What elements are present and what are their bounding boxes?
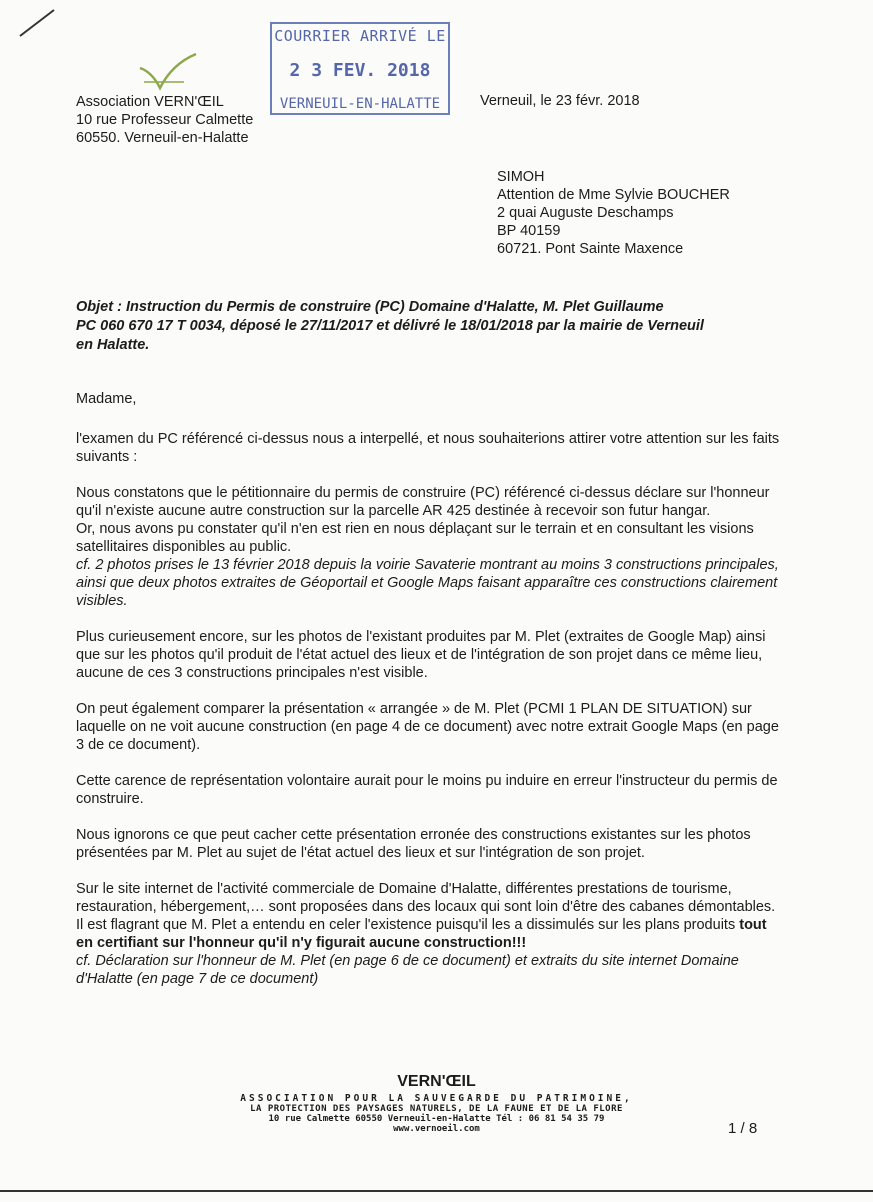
subject-line-2: PC 060 670 17 T 0034, déposé le 27/11/2017 et délivré le 18/01/2018 par la mairie de Verneuil	[76, 318, 704, 334]
recipient-city: 60721. Pont Sainte Maxence	[497, 241, 684, 257]
recipient-bp: BP 40159	[497, 223, 561, 239]
stamp-line-3: VERNEUIL-EN-HALATTE	[279, 96, 441, 112]
paragraph-5: Cette carence de représentation volontaire aurait pour le moins pu induire en erreur l'instructeur du permis de construire.	[76, 773, 778, 807]
footer-org-full-2: LA PROTECTION DES PAYSAGES NATURELS, DE LA FAUNE ET DE LA FLORE	[250, 1104, 623, 1114]
paragraph-7c-reference: cf. Déclaration sur l'honneur de M. Plet (en page 6 de ce document) et extraits du site internet Domaine d'Halatte (en page 7 de ce document)	[76, 953, 739, 987]
paragraph-7b-emphasis: tout en certifiant sur l'honneur qu'il n'y figurait aucune construction!!!	[76, 917, 767, 951]
paragraph-2a: Nous constatons que le pétitionnaire du permis de construire (PC) référencé ci-dessus déclare sur l'honneur qu'il n'existe aucune autre construction sur la parcelle AR 425 destinée à recevoir son futur hangar.	[76, 485, 770, 519]
letter-subject	[76, 298, 796, 355]
sender-address	[76, 93, 253, 147]
pen-stroke-icon	[18, 6, 58, 40]
recipient-attention: Attention de Mme Sylvie BOUCHER	[497, 187, 730, 203]
page-number: 1 / 8	[728, 1120, 758, 1137]
recipient-company: SIMOH	[497, 169, 545, 185]
footer-org-full-1: ASSOCIATION POUR LA SAUVEGARDE DU PATRIMOINE,	[240, 1093, 633, 1104]
checkmark-logo-icon	[138, 52, 198, 92]
stamp-line-1: COURRIER ARRIVÉ LE	[274, 27, 446, 45]
paragraph-2b: Or, nous avons pu constater qu'il n'en est rien en nous déplaçant sur le terrain et en consultant les visions satellitaires disponibles au public.	[76, 521, 754, 555]
paragraph-3: Plus curieusement encore, sur les photos de l'existant produites par M. Plet (extraites de Google Map) ainsi que sur les photos qu'il produit de l'état actuel des lieux et de l'intégration de son projet dans ce même lieu, aucune de ces 3 constructions principales n'est visible.	[76, 629, 766, 681]
subject-line-3: en Halatte.	[76, 337, 150, 353]
paragraph-1: l'examen du PC référencé ci-dessus nous a interpellé, et nous souhaiterions attirer votre attention sur les faits suivants :	[76, 431, 780, 465]
footer-address: 10 rue Calmette 60550 Verneuil-en-Halatte Tél : 06 81 54 35 79	[268, 1114, 605, 1124]
letter-date: Verneuil, le 23 févr. 2018	[480, 93, 640, 109]
paragraph-7	[76, 880, 786, 952]
stamp-date: 2 3 FEV. 2018	[289, 60, 431, 81]
sender-street: 10 rue Professeur Calmette	[76, 112, 254, 128]
salutation: Madame,	[76, 391, 137, 407]
letter-body	[76, 390, 786, 988]
paragraph-6: Nous ignorons ce que peut cacher cette présentation erronée des constructions existantes sur les photos présentées par M. Plet au sujet de l'état actuel des lieux et sur l'intégration de son projet.	[76, 827, 751, 861]
paragraph-2c-reference: cf. 2 photos prises le 13 février 2018 depuis la voirie Savaterie montrant au moins 3 constructions principales, ainsi que deux photos extraites de Géoportail et Google Maps faisant apparaître ces constructions clairement visibles.	[76, 557, 779, 609]
sender-name: Association VERN'ŒIL	[76, 94, 224, 110]
recipient-street: 2 quai Auguste Deschamps	[497, 205, 674, 221]
paragraph-7a: Sur le site internet de l'activité commerciale de Domaine d'Halatte, différentes prestations de tourisme, restauration, hébergement,… sont proposées dans des locaux qui sont loin d'être des cabanes démontables. Il est flagrant que M. Plet a entendu en celer l'existence puisqu'il les a dissimulés sur les plans produits	[76, 881, 776, 933]
recipient-address	[497, 168, 730, 258]
received-stamp	[270, 22, 450, 115]
sender-city: 60550. Verneuil-en-Halatte	[76, 130, 249, 146]
footer-website: www.vernoeil.com	[393, 1124, 480, 1134]
footer-org-name: VERN'ŒIL	[397, 1073, 476, 1090]
paragraph-4: On peut également comparer la présentation « arrangée » de M. Plet (PCMI 1 PLAN DE SITUATION) sur laquelle on ne voit aucune construction (en page 4 de ce document) avec notre extrait Google Maps (en page 3 de ce document).	[76, 701, 779, 753]
page-bottom-rule	[0, 1190, 873, 1192]
subject-line-1: Objet : Instruction du Permis de construire (PC) Domaine d'Halatte, M. Plet Guillaume	[76, 299, 664, 315]
